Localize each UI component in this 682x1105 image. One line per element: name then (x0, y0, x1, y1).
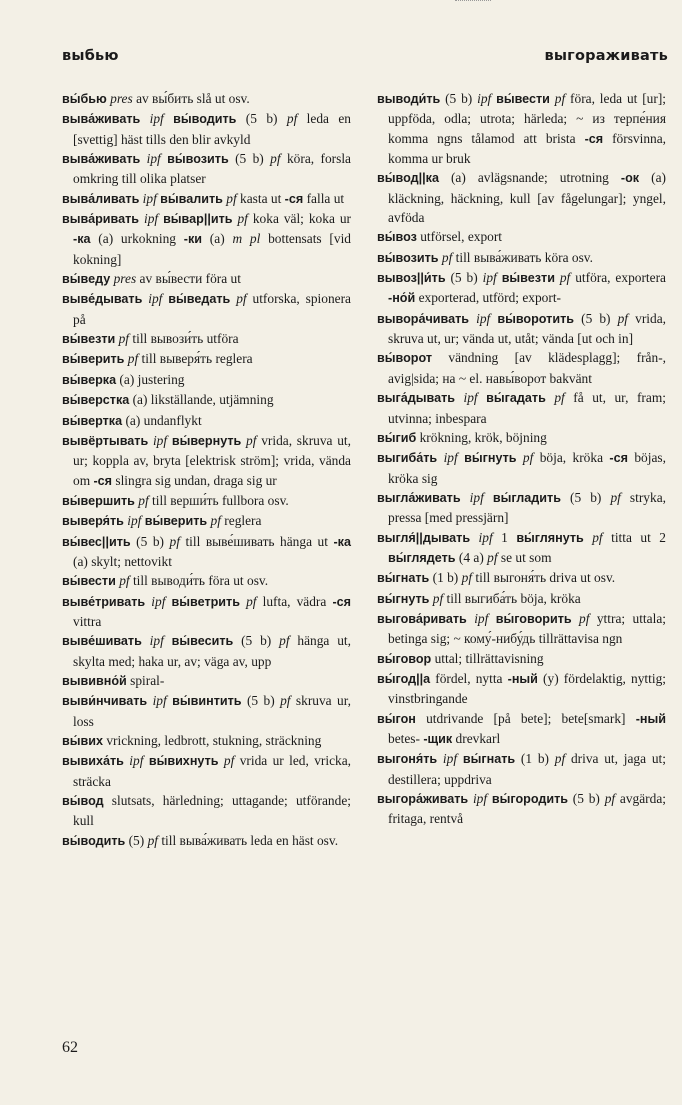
definition-text: (a) skylt; nettovikt (73, 553, 172, 569)
headword: вы́возить (167, 152, 229, 167)
dictionary-entry (377, 268, 666, 309)
grammar-label: ipf (476, 310, 491, 326)
headword: вы́вихнуть (148, 754, 219, 769)
definition-text (455, 390, 464, 405)
headword: выгора́живать (377, 792, 469, 807)
headword: -ся (584, 131, 604, 146)
headword: вы́верить (144, 514, 208, 529)
definition-text: (5 b) (560, 489, 611, 505)
definition-text (140, 111, 149, 126)
dictionary-entry (377, 568, 666, 588)
dictionary-entry (62, 289, 351, 329)
headword: вы́говорить (495, 611, 572, 626)
dictionary-entry (62, 511, 351, 531)
dictionary-entry (377, 488, 666, 528)
headword: вывоз||и́ть (377, 271, 446, 286)
dictionary-entry (377, 168, 666, 227)
grammar-label: ipf (152, 432, 168, 448)
headword: вывивно́й (62, 673, 127, 688)
headword: -ся (284, 191, 304, 206)
definition-text: (1 b) (515, 751, 555, 767)
definition-text: (a) justering (116, 371, 185, 387)
definition-text: utforska, spionera på (73, 291, 351, 327)
dictionary-entry (62, 671, 351, 691)
definition-text: föra, leda ut [ur]; uppföda, odla; utrota; härleda; ~ из терпе́ния komma ngns tålamod att brista (388, 91, 666, 146)
definition-text (164, 633, 172, 648)
headword: вы́вод (62, 794, 104, 809)
grammar-label: pf (127, 351, 139, 367)
dictionary-entry (62, 831, 351, 851)
grammar-label: pf (461, 570, 473, 586)
definition-text (478, 390, 487, 405)
definition-text (164, 111, 173, 126)
headword: вы́ветрить (171, 594, 240, 609)
headword: вы́винтить (172, 694, 242, 709)
grammar-label: ipf (129, 753, 144, 769)
dictionary-entry (377, 669, 666, 709)
headword: вы́глянуть (516, 530, 584, 545)
grammar-label: ipf (146, 151, 161, 167)
headword: выве́тривать (62, 594, 146, 609)
headword: вы́гнуть (377, 591, 430, 606)
grammar-label: ipf (443, 450, 458, 466)
definition-text: (y) fördelaktig, nyttig; vinstbringande (388, 670, 666, 707)
grammar-label: pf (559, 270, 571, 286)
headword: выве́дывать (62, 292, 143, 307)
headword: вывора́чивать (377, 311, 470, 326)
dictionary-entry (62, 751, 351, 791)
headword: вы́гладить (492, 490, 561, 505)
headword: вы́водить (173, 112, 237, 127)
definition-text: slingra sig undan, draga sig ur (112, 472, 277, 488)
definition-text: betes- (388, 731, 424, 746)
headword: вы́глядеть (388, 550, 456, 565)
grammar-label: ipf (478, 529, 493, 545)
definition-text: (a) avlägsnande; utrotning (438, 170, 621, 186)
headword: -ка (333, 534, 351, 549)
definition-text: till выва́живать köra osv. (452, 249, 593, 265)
definition-text: krökning, krök, böjning (416, 429, 547, 445)
dictionary-entry (377, 789, 666, 829)
grammar-label: pf (554, 751, 566, 767)
headword: вы́бью (62, 92, 107, 106)
dictionary-entry (62, 269, 351, 289)
grammar-label: pf (617, 310, 629, 326)
headword: вы́воз (377, 230, 417, 245)
headword: вы́валить (160, 191, 223, 206)
definition-text: (5 b) (228, 151, 271, 167)
grammar-label: pf (270, 151, 281, 167)
grammar-label: pf (226, 190, 237, 206)
dictionary-entry (62, 89, 351, 109)
dictionary-entry (62, 349, 351, 369)
headword: выгла́живать (377, 490, 461, 505)
definition-text: (a) undanflykt (122, 412, 202, 428)
grammar-label: ipf (472, 791, 488, 807)
definition-text: köra, forsla omkring till olika platser (73, 151, 351, 187)
grammar-label: pf (610, 489, 621, 505)
grammar-label: pf (522, 450, 534, 466)
definition-text: (a) kläckning, häckning, kull [av fågelungar]; yngel, avföda (388, 170, 666, 226)
page-number: 62 (62, 1039, 78, 1056)
grammar-label: pf (223, 753, 235, 769)
headword: выгиба́ть (377, 451, 438, 466)
headword: вы́гнать (377, 571, 430, 586)
headword: вы́вар||ить (163, 212, 233, 227)
definition-text: vittra (73, 613, 102, 629)
headword: вы́вес||ить (62, 534, 131, 549)
definition-text: få ut, ur, fram; utvinna; inbespara (388, 390, 666, 426)
headword: вы́гиб (377, 430, 417, 445)
definition-text: till выверя́ть reglera (138, 351, 253, 367)
headword: -ся (93, 473, 113, 488)
dictionary-entry (377, 428, 666, 448)
header-last-word: выгораживать (544, 48, 668, 64)
dictionary-entry (377, 309, 666, 349)
dictionary-entry (377, 649, 666, 669)
dictionary-entry (62, 631, 351, 671)
dictionary-entry (62, 109, 351, 149)
definition-text: till выве́шивать hänga ut (179, 533, 334, 549)
definition-text: fördel, nytta (430, 670, 508, 686)
headword: выва́ривать (62, 212, 140, 227)
grammar-label: pf (441, 249, 453, 265)
headword: вы́везти (62, 332, 116, 347)
definition-text: till выва́живать leda en häst osv. (157, 832, 339, 848)
definition-text: reglera (220, 513, 262, 529)
grammar-label: pf (138, 492, 149, 508)
grammar-label: ipf (442, 751, 458, 767)
right-column (377, 89, 666, 829)
grammar-label: ipf (152, 693, 167, 709)
running-head (62, 48, 668, 64)
dictionary-entry (62, 209, 351, 269)
dictionary-entry (62, 791, 351, 831)
grammar-label: ipf (469, 489, 484, 505)
grammar-label: pf (280, 693, 291, 709)
definition-text: (5 b) (233, 633, 280, 649)
headword: вывёртывать (62, 433, 149, 448)
dictionary-entry (62, 149, 351, 189)
definition-text: titta ut 2 (602, 529, 666, 545)
grammar-label: pf (592, 529, 603, 545)
grammar-label: pf (237, 211, 248, 227)
definition-text: yttra; uttala; betinga sig; ~ кому́-нибу́дь tillrättavisa ngn (388, 610, 666, 647)
grammar-label: pf (432, 590, 444, 606)
headword: вы́верить (62, 352, 125, 367)
headword: вы́весить (171, 634, 234, 649)
grammar-label: ipf (148, 291, 163, 307)
definition-text: böja, kröka (533, 450, 610, 466)
dictionary-entry (377, 448, 666, 488)
grammar-label: pf (119, 573, 130, 589)
definition-text (488, 611, 495, 626)
headword: -но́й (388, 291, 416, 306)
grammar-label: ipf (477, 91, 492, 106)
headword: выверя́ть (62, 514, 124, 529)
definition-text (572, 611, 579, 626)
headword: вы́гадать (486, 391, 546, 406)
definition-text: (5 b) (574, 310, 618, 326)
headword: вы́воротить (497, 311, 575, 326)
definition-text: till выводи́ть föra ut osv. (129, 573, 269, 589)
definition-text: bottensats [vid kokning] (73, 231, 351, 267)
headword: вы́вести (62, 574, 116, 589)
header-first-word: выбью (62, 48, 119, 64)
headword: вы́год||а (377, 671, 431, 686)
grammar-label: pf (279, 633, 290, 649)
grammar-label: pf (554, 390, 565, 406)
dictionary-entry (62, 189, 351, 209)
headword: вы́гон (377, 711, 416, 726)
headword: выви́нчивать (62, 694, 148, 709)
definition-text: hänga ut, skylta med; haka ur, av; väga av, upp (73, 633, 351, 669)
definition-text: exporterad, utförd; export- (415, 290, 562, 306)
grammar-label: ipf (463, 390, 478, 406)
definition-text: (5 b) (440, 91, 478, 106)
definition-text: (5) (125, 832, 148, 848)
dictionary-entry (62, 691, 351, 731)
definition-text: böjas, kröka sig (388, 450, 666, 486)
definition-text: till выгиба́ть böja, kröka (443, 590, 581, 606)
grammar-label: ipf (149, 111, 164, 127)
definition-text: (a) likställande, utjämning (129, 392, 274, 408)
headword: вы́веду (62, 272, 111, 287)
definition-text: till вывози́ть utföra (129, 331, 239, 347)
definition-text: av вы́бить slå ut osv. (132, 91, 250, 106)
definition-text (142, 633, 150, 648)
definition-text (484, 490, 493, 505)
definition-text: (1 b) (429, 570, 462, 586)
definition-text: (5 b) (241, 693, 281, 709)
left-column (62, 89, 351, 851)
grammar-label: ipf (127, 513, 142, 529)
grammar-label: pf (246, 432, 257, 448)
grammar-label: ipf (142, 190, 157, 206)
headword: вы́городить (491, 792, 569, 807)
definition-text: (a) urkokning (90, 231, 184, 247)
grammar-label: pf (286, 111, 298, 127)
headword: -щик (423, 732, 453, 746)
definition-text (461, 490, 470, 505)
headword: -ка (73, 232, 91, 247)
grammar-label: ipf (143, 211, 159, 227)
dictionary-entry (62, 532, 351, 572)
definition-text: falla ut (303, 190, 345, 206)
definition-text: (5 b) (568, 791, 605, 807)
headword: -ный (507, 671, 538, 686)
headword: -ный (635, 711, 666, 726)
headword: вы́вести (496, 92, 550, 106)
dictionary-entry (62, 491, 351, 511)
definition-text: lufta, vädra (256, 593, 333, 609)
grammar-label: pf (118, 331, 130, 347)
headword: -ся (332, 594, 351, 609)
definition-text: utföra, exportera (570, 270, 666, 286)
definition-text: uttal; tillrättavisning (431, 650, 544, 666)
grammar-label: pf (169, 533, 180, 549)
definition-text: vrida, skruva ut, ur; koppla av, bryta [elektrisk ström]; vrida, vända om (73, 432, 351, 488)
dictionary-entry (377, 248, 666, 268)
grammar-label: ipf (482, 270, 497, 286)
definition-text: vrida, skruva ut, ur; vända ut, utåt; vända [ut och in] (388, 310, 666, 347)
definition-text: (5 b) (445, 270, 483, 286)
headword: выгова́ривать (377, 611, 467, 626)
headword: -ся (609, 451, 628, 466)
headword: выводи́ть (377, 92, 441, 106)
grammar-label: pf (579, 610, 590, 626)
dictionary-entry (62, 592, 351, 632)
definition-text: försvinna, komma ur bruk (388, 130, 666, 167)
dictionary-entry (377, 227, 666, 247)
headword: вы́гнать (462, 752, 516, 767)
definition-text: till верши́ть fullbora osv. (148, 492, 289, 508)
headword: -ок (620, 171, 640, 186)
headword: выгля́||дывать (377, 530, 471, 545)
grammar-label: pf (210, 513, 221, 529)
grammar-label: pf (604, 791, 616, 807)
dictionary-entry (377, 528, 666, 569)
definition-text: leda en [svettig] häst tills den blir avkyld (73, 111, 351, 147)
headword: вы́везти (501, 271, 555, 286)
definition-text: 1 (492, 529, 517, 545)
headword: вы́верстка (62, 393, 130, 408)
dictionary-entry (377, 589, 666, 609)
definition-text: till выгоня́ть driva ut osv. (472, 570, 616, 586)
dictionary-entry (62, 731, 351, 751)
definition-text: slutsats, härledning; uttagande; utförande; kull (73, 793, 351, 829)
headword: вы́гнуть (464, 451, 517, 466)
headword: -ки (183, 232, 203, 247)
headword: вы́ворот (377, 351, 433, 366)
definition-text: avgärda; fritaga, rentvå (388, 791, 666, 827)
definition-text: stryka, pressa [med pressjärn] (388, 489, 666, 526)
definition-text: (4 a) (455, 549, 488, 565)
definition-text: vändning [av klädesplagg]; från-, avig|sida; на ~ el. навы́ворот bakvänt (388, 350, 666, 386)
dictionary-entry (377, 749, 666, 789)
grammar-label: ipf (149, 633, 164, 649)
headword: вы́верка (62, 372, 117, 387)
definition-text: spiral- (126, 672, 165, 688)
headword: вы́говор (377, 651, 432, 666)
headword: вы́ведать (168, 292, 231, 307)
headword: вы́вод||ка (377, 171, 439, 186)
dictionary-entry (62, 329, 351, 349)
headword: выве́шивать (62, 634, 142, 649)
grammar-label: pres (110, 91, 133, 106)
grammar-label: pf (246, 593, 257, 609)
definition-text: skruva ur, loss (73, 693, 351, 729)
definition-text: av вы́вести föra ut (136, 271, 241, 287)
dictionary-entry (62, 571, 351, 591)
headword: вы́вернуть (171, 433, 242, 448)
definition-text: vrida ur led, vricka, sträcka (73, 753, 351, 789)
definition-text: kasta ut (236, 190, 285, 206)
definition-text: koka väl; koka ur (247, 211, 351, 227)
dictionary-entry (377, 89, 666, 168)
grammar-label: pres (113, 271, 137, 287)
definition-text: (a) (202, 231, 233, 247)
grammar-label: pf (147, 832, 158, 848)
grammar-label: pf (487, 549, 498, 565)
headword: вы́вертка (62, 413, 123, 428)
definition-text: vrickning, ledbrott, stukning, sträckning (103, 733, 322, 748)
definition-text: (5 b) (236, 111, 287, 127)
definition-text: (5 b) (130, 533, 170, 549)
headword: вывиха́ть (62, 754, 124, 769)
definition-text (470, 530, 478, 545)
headword: вы́вершить (62, 493, 135, 508)
headword: вы́возить (377, 250, 439, 265)
dictionary-entry (377, 609, 666, 649)
headword: выгоня́ть (377, 752, 438, 767)
definition-text: driva ut, jaga ut; destillera; uppdriva (388, 751, 666, 787)
top-edge-mark (455, 0, 491, 3)
grammar-label: ipf (151, 593, 166, 609)
dictionary-entry (62, 370, 351, 390)
headword: выва́живать (62, 112, 141, 127)
headword: вы́водить (62, 833, 126, 848)
grammar-label: pf (554, 91, 566, 106)
definition-text: se ut som (497, 549, 552, 565)
grammar-label: ipf (474, 610, 489, 626)
dictionary-entry (377, 709, 666, 750)
dictionary-entry (62, 431, 351, 491)
definition-text: utförsel, export (416, 229, 503, 245)
headword: выва́ливать (62, 191, 140, 206)
dictionary-entry (62, 390, 351, 410)
definition-text: utdrivande [på bete]; bete[smark] (415, 710, 636, 726)
grammar-label: pf (236, 291, 247, 307)
grammar-label: m pl (232, 231, 261, 247)
dictionary-entry (377, 348, 666, 388)
headword: выва́живать (62, 152, 141, 167)
headword: выга́дывать (377, 391, 455, 406)
dictionary-entry (377, 388, 666, 428)
headword: вы́вих (62, 734, 103, 748)
dictionary-entry (62, 411, 351, 431)
definition-text (584, 530, 592, 545)
definition-text: drevkarl (452, 731, 501, 746)
